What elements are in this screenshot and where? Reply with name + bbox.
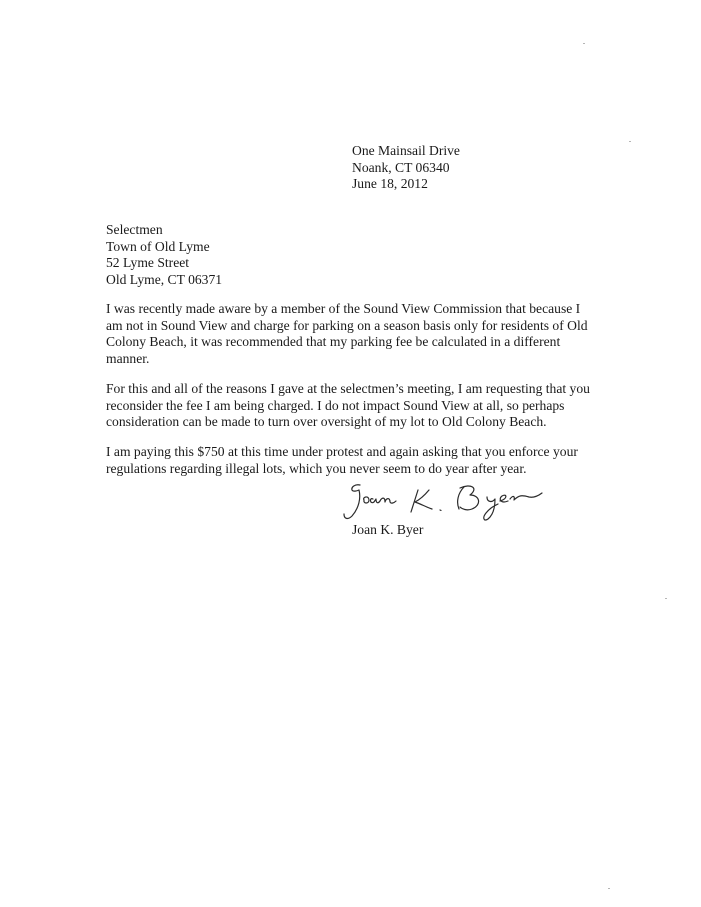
recipient-address — [106, 222, 222, 288]
recipient-title: Selectmen — [106, 222, 163, 237]
sender-city-state-zip: Noank, CT 06340 — [352, 159, 450, 175]
paragraph-line: For this and all of the reasons I gave at the selectmen’s meeting, I am requesting that you — [106, 381, 590, 396]
recipient-city-state-zip: Old Lyme, CT 06371 — [106, 271, 223, 287]
recipient-street: 52 Lyme Street — [106, 255, 190, 271]
sender-address — [352, 143, 460, 193]
paragraph-line: I am paying this $750 at this time under protest and again asking that you enforce your — [106, 444, 578, 459]
scan-speck — [608, 888, 610, 889]
scan-speck — [629, 141, 631, 142]
paragraph-line: regulations regarding illegal lots, which you never seem to do year after year. — [106, 460, 527, 476]
body-paragraph-3 — [106, 444, 606, 477]
paragraph-line: reconsider the fee I am being charged. I do not impact Sound View at all, so perhaps — [106, 397, 565, 413]
paragraph-line: Colony Beach, it was recommended that my parking fee be calculated in a different — [106, 334, 561, 350]
paragraph-line: I was recently made aware by a member of the Sound View Commission that because I — [106, 301, 581, 316]
body-paragraph-2 — [106, 381, 606, 431]
scan-speck — [583, 43, 585, 44]
paragraph-line: am not in Sound View and charge for parking on a season basis only for residents of Old — [106, 317, 588, 333]
body-paragraph-1 — [106, 301, 606, 367]
paragraph-line: consideration can be made to turn over oversight of my lot to Old Colony Beach. — [106, 414, 547, 430]
scan-speck — [665, 598, 667, 599]
letter-date: June 18, 2012 — [352, 176, 428, 192]
signature-drawing — [338, 478, 568, 526]
signer-name: Joan K. Byer — [352, 522, 424, 537]
paragraph-line: manner. — [106, 350, 150, 366]
sender-street: One Mainsail Drive — [352, 143, 460, 158]
signature-printed-name — [352, 522, 423, 539]
recipient-organization: Town of Old Lyme — [106, 238, 210, 254]
